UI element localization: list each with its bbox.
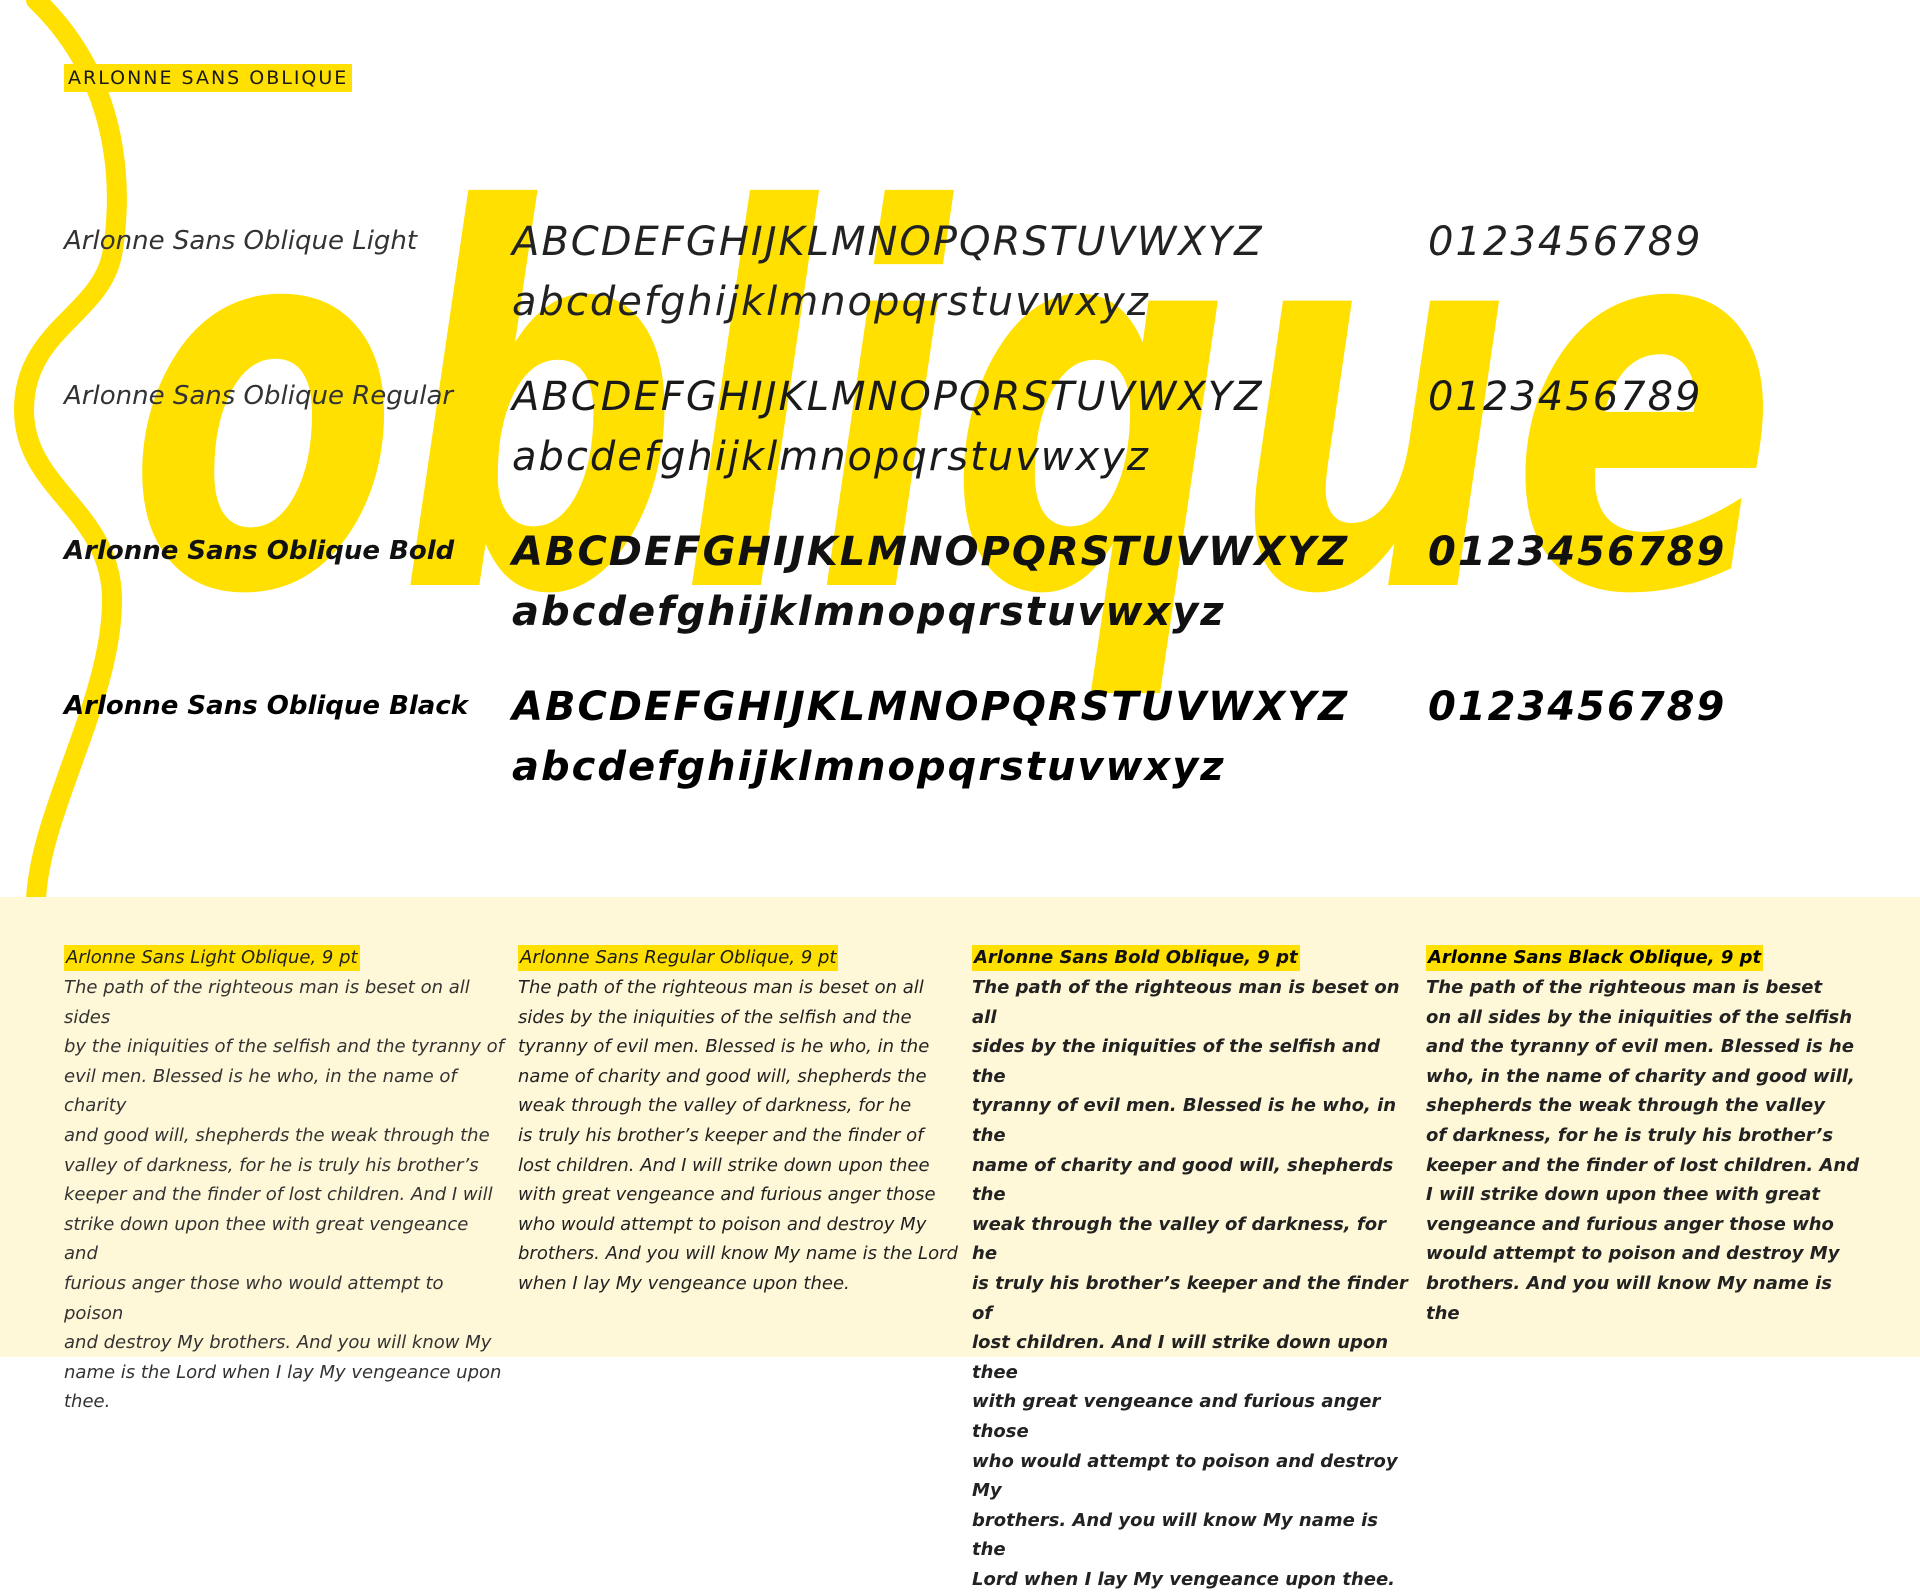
- sample-caption: Arlonne Sans Regular Oblique, 9 pt: [518, 945, 838, 971]
- weight-name: Arlonne Sans Oblique Bold: [64, 536, 455, 566]
- sample-line: on all sides by the iniquities of the selfish: [1426, 1006, 1853, 1028]
- sample-line: and the tyranny of evil men. Blessed is he: [1426, 1036, 1854, 1058]
- sample-column-regular: [518, 945, 958, 1299]
- sample-line: The path of the righteous man is beset on all: [518, 977, 924, 998]
- weight-name: Arlonne Sans Oblique Light: [64, 226, 418, 256]
- lowercase-alphabet: abcdefghijklmnopqrstuvwxyz: [512, 589, 1226, 635]
- sample-line: shepherds the weak through the valley: [1426, 1095, 1825, 1117]
- weight-name: Arlonne Sans Oblique Black: [64, 691, 469, 721]
- lowercase-alphabet: abcdefghijklmnopqrstuvwxyz: [512, 434, 1150, 480]
- sample-line: lost children. And I will strike down upon thee: [972, 1332, 1389, 1383]
- sample-line: is truly his brother’s keeper and the finder of: [518, 1124, 924, 1146]
- wavy-line-decoration: [24, 0, 117, 900]
- sample-line: The path of the righteous man is beset on all sides: [64, 977, 470, 1028]
- uppercase-alphabet: ABCDEFGHIJKLMNOPQRSTUVWXYZ: [512, 684, 1350, 730]
- sample-line: keeper and the finder of lost children. And I will: [64, 1184, 493, 1206]
- sample-line: Lord when I lay My vengeance upon thee.: [972, 1568, 1396, 1590]
- sample-line: who would attempt to poison and destroy My: [518, 1213, 927, 1235]
- sample-line: brothers. And you will know My name is the: [972, 1509, 1378, 1561]
- sample-line: name is the Lord when I lay My vengeance upon: [64, 1361, 502, 1383]
- sample-caption: Arlonne Sans Light Oblique, 9 pt: [64, 945, 360, 971]
- numerals: 0123456789: [1428, 684, 1727, 730]
- sample-paragraph: [1426, 973, 1866, 1328]
- numerals: 0123456789: [1428, 529, 1727, 575]
- sample-line: brothers. And you will know My name is the Lord: [518, 1243, 958, 1265]
- sample-line: vengeance and furious anger those who: [1426, 1213, 1834, 1235]
- sample-line: I will strike down upon thee with great: [1426, 1184, 1820, 1206]
- sample-column-light: [64, 945, 504, 1417]
- sample-line: by the iniquities of the selfish and the tyranny of: [64, 1036, 504, 1058]
- sample-line: furious anger those who would attempt to poison: [64, 1272, 444, 1324]
- sample-line: and good will, shepherds the weak through the: [64, 1124, 490, 1146]
- text-sample-panel: [0, 897, 1920, 1590]
- sample-line: weak through the valley of darkness, for he: [972, 1213, 1386, 1265]
- sample-line: name of charity and good will, shepherds the: [518, 1065, 927, 1087]
- sample-line: keeper and the finder of lost children. And: [1426, 1154, 1860, 1176]
- sample-line: tyranny of evil men. Blessed is he who, in the: [972, 1095, 1397, 1146]
- sample-line: and destroy My brothers. And you will know My: [64, 1332, 492, 1354]
- uppercase-alphabet: ABCDEFGHIJKLMNOPQRSTUVWXYZ: [512, 529, 1350, 575]
- lowercase-alphabet: abcdefghijklmnopqrstuvwxyz: [512, 744, 1226, 790]
- sample-line: of darkness, for he is truly his brother’s: [1426, 1124, 1834, 1146]
- sample-line: is truly his brother’s keeper and the finder of: [972, 1272, 1408, 1324]
- sample-line: who, in the name of charity and good will,: [1426, 1065, 1855, 1087]
- sample-line: weak through the valley of darkness, for he: [518, 1095, 912, 1117]
- sample-line: with great vengeance and furious anger those: [518, 1184, 936, 1206]
- sample-line: name of charity and good will, shepherds the: [972, 1154, 1394, 1206]
- sample-line: sides by the iniquities of the selfish and the: [518, 1006, 912, 1028]
- lowercase-alphabet: abcdefghijklmnopqrstuvwxyz: [512, 279, 1150, 325]
- sample-column-black: [1426, 945, 1866, 1328]
- sample-line: evil men. Blessed is he who, in the name of charity: [64, 1065, 457, 1117]
- sample-line: The path of the righteous man is beset on all: [972, 977, 1400, 1028]
- sample-line: when I lay My vengeance upon thee.: [518, 1272, 850, 1294]
- sample-paragraph: [518, 973, 958, 1299]
- sample-line: sides by the iniquities of the selfish and the: [972, 1036, 1380, 1087]
- page-title: ARLONNE SANS OBLIQUE: [64, 64, 352, 92]
- sample-column-bold: [972, 945, 1412, 1594]
- sample-line: with great vengeance and furious anger those: [972, 1391, 1381, 1442]
- background-word: oblique: [128, 102, 1778, 708]
- weight-name: Arlonne Sans Oblique Regular: [64, 381, 454, 411]
- numerals: 0123456789: [1428, 219, 1703, 265]
- sample-caption: Arlonne Sans Bold Oblique, 9 pt: [972, 945, 1300, 971]
- sample-line: strike down upon thee with great vengeance and: [64, 1213, 469, 1265]
- sample-line: lost children. And I will strike down upon thee: [518, 1154, 930, 1176]
- numerals: 0123456789: [1428, 374, 1703, 420]
- sample-paragraph: [64, 973, 504, 1417]
- sample-line: brothers. And you will know My name is the: [1426, 1272, 1832, 1324]
- sample-line: tyranny of evil men. Blessed is he who, in the: [518, 1036, 930, 1058]
- sample-line: who would attempt to poison and destroy My: [972, 1450, 1398, 1502]
- uppercase-alphabet: ABCDEFGHIJKLMNOPQRSTUVWXYZ: [512, 219, 1264, 265]
- sample-line: would attempt to poison and destroy My: [1426, 1243, 1840, 1265]
- sample-caption: Arlonne Sans Black Oblique, 9 pt: [1426, 945, 1763, 971]
- sample-paragraph: [972, 973, 1412, 1594]
- sample-line: valley of darkness, for he is truly his brother’s: [64, 1154, 479, 1176]
- sample-line: thee.: [64, 1391, 111, 1413]
- sample-line: The path of the righteous man is beset: [1426, 977, 1823, 998]
- uppercase-alphabet: ABCDEFGHIJKLMNOPQRSTUVWXYZ: [512, 374, 1264, 420]
